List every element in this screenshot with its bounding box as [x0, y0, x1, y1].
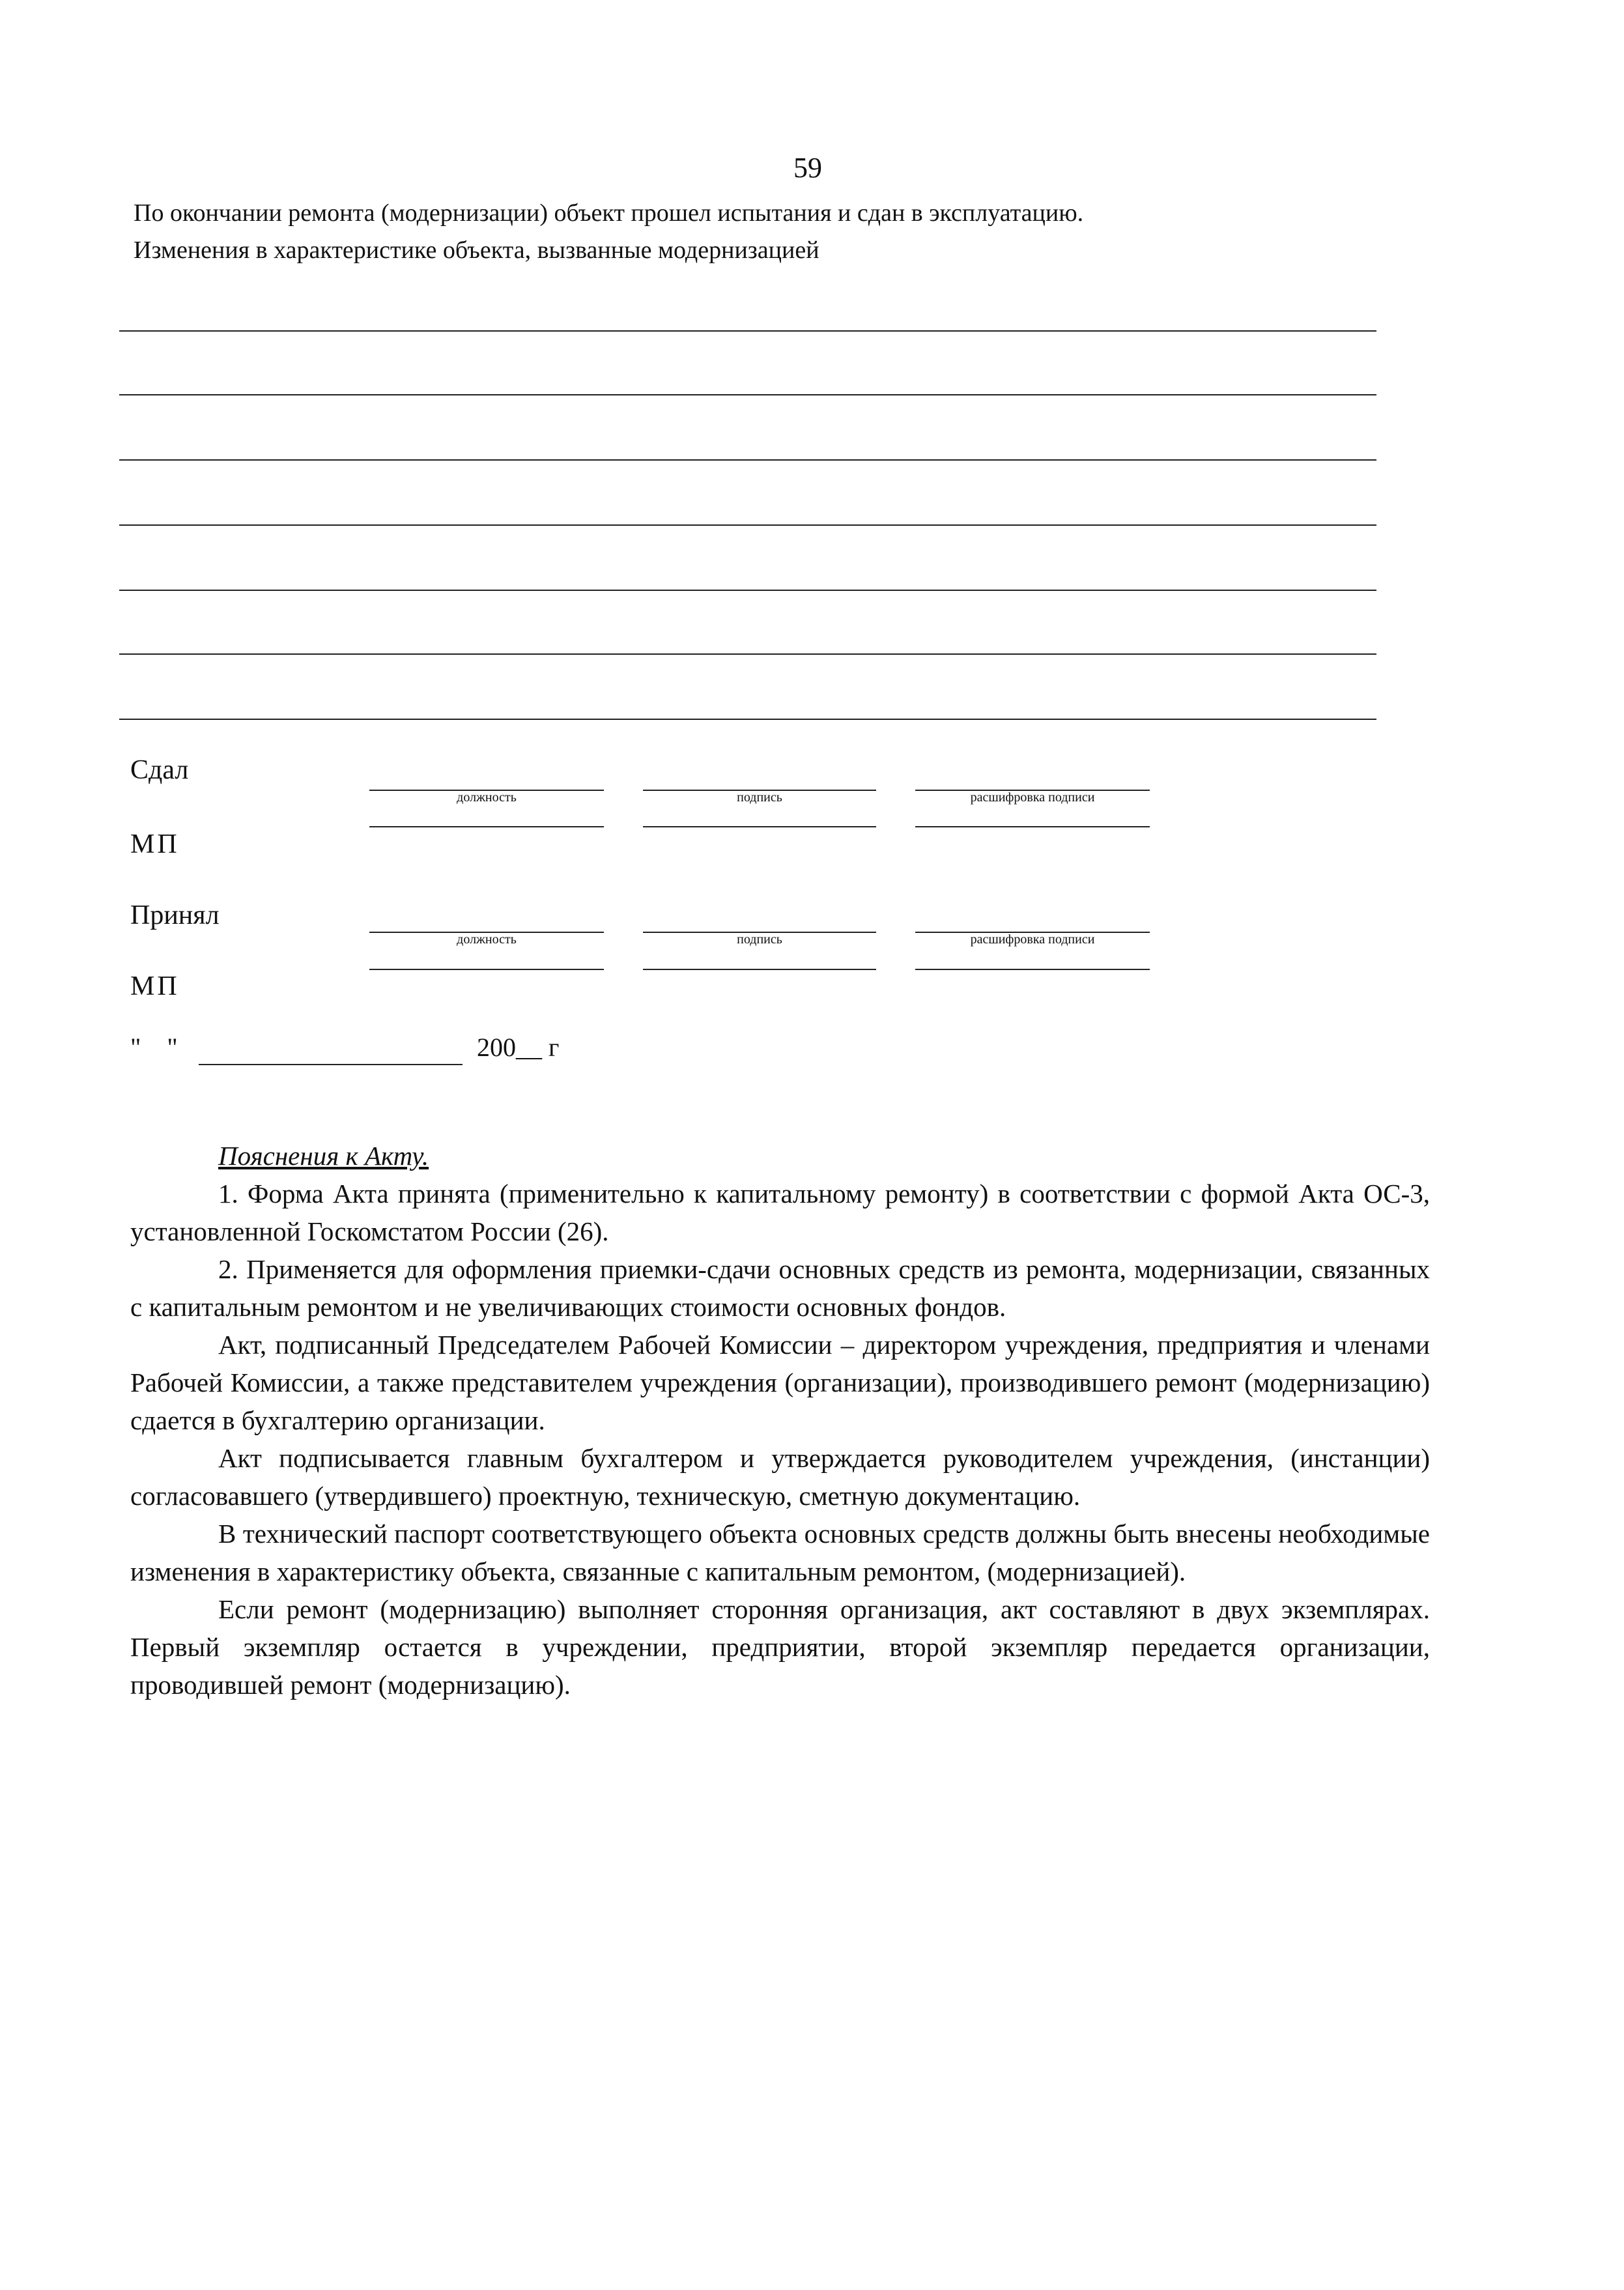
notes-section: [130, 1137, 1430, 1704]
blank-line-6[interactable]: [119, 653, 1376, 655]
accepted-position-underline: [369, 969, 604, 970]
accepted-label: Принял: [130, 900, 220, 930]
accepted-decryption-underline: [915, 969, 1150, 970]
notes-paragraph-2: 2. Применяется для оформления приемки-сдачи основных средств из ремонта, модернизации, связанных с капитальным ремонтом и не увеличивающих стоимости основных фондов.: [130, 1254, 1430, 1322]
handed-stamp-label: МП: [130, 829, 180, 859]
blank-line-4[interactable]: [119, 524, 1376, 526]
handed-decryption-caption: расшифровка подписи: [970, 790, 1095, 805]
accepted-stamp-label: МП: [130, 971, 180, 1001]
intro-line-1: По окончании ремонта (модернизации) объект прошел испытания и сдан в эксплуатацию.: [134, 199, 1084, 227]
date-year: 200__ г: [477, 1033, 560, 1062]
notes-paragraph-1: 1. Форма Акта принята (применительно к капитальному ремонту) в соответствии с формой Акта ОС-3, установленной Госкомстатом России (26).: [130, 1179, 1430, 1246]
blank-line-2[interactable]: [119, 394, 1376, 395]
page-number: 59: [793, 152, 822, 184]
notes-paragraph-3: Акт, подписанный Председателем Рабочей Комиссии – директором учреждения, предприятия и членами Рабочей Комиссии, а также представителем учреждения (организации), производившего ремонт (модернизацию) сдается в бухгалтерию организации.: [130, 1330, 1430, 1435]
blank-line-7[interactable]: [119, 719, 1376, 720]
accepted-signature-underline: [643, 969, 876, 970]
accepted-position-caption: должность: [457, 932, 517, 947]
date-day-month-line[interactable]: [199, 1064, 463, 1065]
blank-line-3[interactable]: [119, 459, 1376, 461]
handed-label: Сдал: [130, 755, 189, 785]
blank-line-5[interactable]: [119, 590, 1376, 591]
blank-line-1[interactable]: [119, 330, 1376, 332]
handed-signature-underline: [643, 826, 876, 827]
accepted-signature-caption: подпись: [737, 932, 782, 947]
handed-position-underline: [369, 826, 604, 827]
notes-paragraph-4: Акт подписывается главным бухгалтером и утверждается руководителем учреждения, (инстанции) согласовавшего (утвердившего) проектную, техническую, сметную документацию.: [130, 1443, 1430, 1511]
intro-line-2: Изменения в характеристике объекта, вызванные модернизацией: [134, 236, 819, 264]
date-quotes: " ": [130, 1033, 178, 1062]
handed-position-caption: должность: [457, 790, 517, 805]
notes-paragraph-5: В технический паспорт соответствующего объекта основных средств должны быть внесены необходимые изменения в характеристику объекта, связанные с капитальным ремонтом, (модернизацией).: [130, 1519, 1430, 1586]
notes-paragraph-6: Если ремонт (модернизацию) выполняет сторонняя организация, акт составляют в двух экземплярах. Первый экземпляр остается в учреждении, предприятии, второй экземпляр передается организации, проводившей ремонт (модернизацию).: [130, 1594, 1430, 1700]
handed-signature-caption: подпись: [737, 790, 782, 805]
handed-decryption-underline: [915, 826, 1150, 827]
notes-title: Пояснения к Акту.: [218, 1141, 429, 1171]
accepted-decryption-caption: расшифровка подписи: [970, 932, 1095, 947]
